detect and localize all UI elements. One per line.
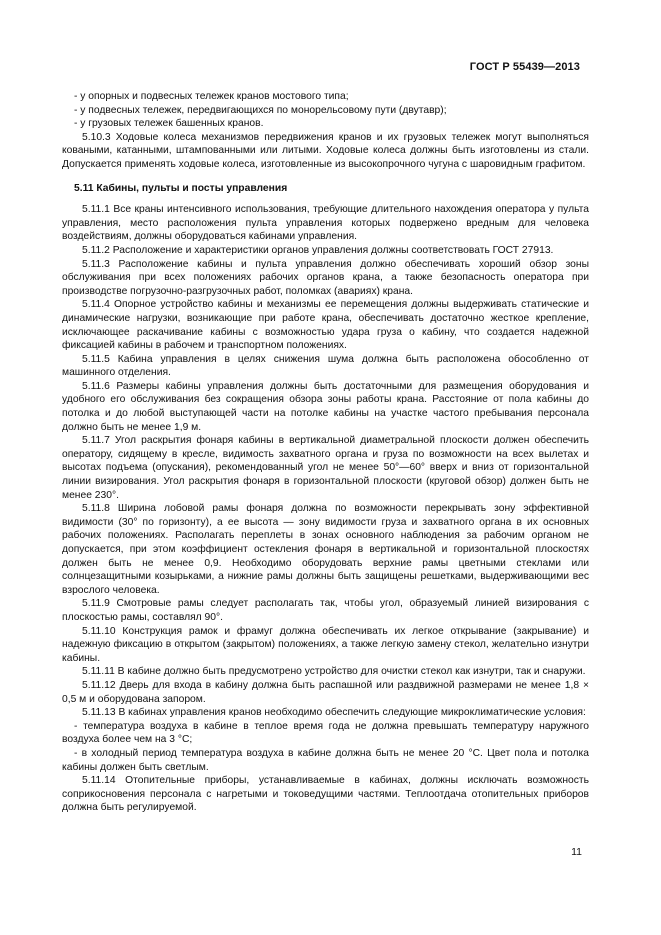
standard-header: ГОСТ Р 55439—2013 <box>469 61 580 73</box>
intro-list-item: - у подвесных тележек, передвигающихся по монорельсовому пути (двутавр); <box>74 104 447 116</box>
paragraph-5-11-8: 5.11.8 Ширина лобовой рамы фонаря должна по возможности перекрывать зону эффективной видимости (30° по горизонту), а ее высота — зону видимости груза и захватного органа в их основных рабочих положениях. Располагать переплеты в зонах основного наблюдения за рабочим органом не допускается, при этом коэффициент остекления фонаря в вертикальной и горизонтальной плоскостях должен быть не менее 0,9. Необходимо оборудовать верхние рамы цветными стеклами или солнцезащитными козырьками, а нижние рамы должны быть защищены решетками, выдерживающими вес взрослого человека. <box>62 503 589 596</box>
paragraph-5-11-4: 5.11.4 Опорное устройство кабины и механизмы ее перемещения должны выдерживать статические и динамические нагрузки, возникающие при работе крана, обеспечивать достаточно жесткое крепление, исключающее раскачивание кабины с возможностью удара груза о кабину, что создается надежной фиксацией кабины в рабочем и транспортном положениях. <box>62 299 589 352</box>
paragraph-5-11-11: 5.11.11 В кабине должно быть предусмотрено устройство для очистки стекол как изнутри, так и снаружи. <box>82 666 586 678</box>
paragraph-5-11-3: 5.11.3 Расположение кабины и пульта управления должно обеспечивать хороший обзор зоны обслуживания при всех положениях рабочих органов крана, а также безопасность оператора при производстве погрузочно-разгрузочных работ, поломках (авариях) крана. <box>62 258 589 297</box>
paragraph-5-11-13: 5.11.13 В кабинах управления кранов необходимо обеспечить следующие микроклиматические условия: <box>82 707 586 719</box>
climate-list-item: - в холодный период температура воздуха в кабине должна быть не менее 20 °С. Цвет пола и потолка кабины должен быть светлым. <box>62 747 589 773</box>
paragraph-5-11-12: 5.11.12 Дверь для входа в кабину должна быть распашной или раздвижной размерами не менее 1,8 × 0,5 м и оборудована запором. <box>62 679 589 705</box>
paragraph-5-11-7: 5.11.7 Угол раскрытия фонаря кабины в вертикальной диаметральной плоскости должен обеспечить оператору, сидящему в кресле, видимость захватного органа и груза по возможности на всех вылетах и высотах подъема (опускания), рекомендованный угол не менее 50°—60° вверх и вниз от горизонтальной линии визирования. Угол раскрытия фонаря в горизонтальной плоскости (круговой обзор) должен быть не менее 230°. <box>62 435 589 501</box>
section-title: 5.11 Кабины, пульты и посты управления <box>74 182 288 194</box>
paragraph-5-10-3: 5.10.3 Ходовые колеса механизмов передвижения кранов и их грузовых тележек могут выполняться коваными, катанными, штампованными или литыми. Ходовые колеса должны быть изготовлены из стали. Допускается применять ходовые колеса, изготовленные из высокопрочного чугуна с шаровидным графитом. <box>62 131 589 170</box>
intro-list-item: - у грузовых тележек башенных кранов. <box>74 118 264 130</box>
document-body <box>62 90 589 815</box>
paragraph-5-11-2: 5.11.2 Расположение и характеристики органов управления должны соответствовать ГОСТ 27913. <box>82 244 554 256</box>
paragraph-5-11-10: 5.11.10 Конструкция рамок и фрамуг должна обеспечивать их легкое открывание (закрывание) и надежную фиксацию в открытом (закрытом) положениях, а также легкую замену стекол, желательно изнутри кабины. <box>62 625 589 664</box>
paragraph-5-11-5: 5.11.5 Кабина управления в целях снижения шума должна быть расположена обособленно от машинного отделения. <box>62 353 589 379</box>
paragraph-5-11-1: 5.11.1 Все краны интенсивного использования, требующие длительного нахождения оператора у пульта управления, место расположения пульта управления которых подвержено вредным для человека воздействиям, должны оборудоваться кабинами управления. <box>62 204 589 243</box>
page-number: 11 <box>571 846 582 858</box>
climate-list-item: - температура воздуха в кабине в теплое время года не должна превышать температуру наружного воздуха более чем на 3 °С; <box>62 720 589 746</box>
paragraph-5-11-14: 5.11.14 Отопительные приборы, устанавливаемые в кабинах, должны исключать возможность соприкосновения персонала с нагретыми и токоведущими частями. Теплоотдача отопительных приборов должна быть регулируемой. <box>62 775 589 814</box>
paragraph-5-11-9: 5.11.9 Смотровые рамы следует располагать так, чтобы угол, образуемый линией визирования с плоскостью рамы, составлял 90°. <box>62 598 589 623</box>
intro-list-item: - у опорных и подвесных тележек кранов мостового типа; <box>74 91 349 102</box>
paragraph-5-11-6: 5.11.6 Размеры кабины управления должны быть достаточными для размещения оборудования и удобного его обслуживания без сокращения обзора зоны работы крана. Расстояние от пола кабины до потолка и до любой выступающей части на потолке кабины на участке частого пребывания персонала должно быть не менее 1,9 м. <box>62 380 589 433</box>
